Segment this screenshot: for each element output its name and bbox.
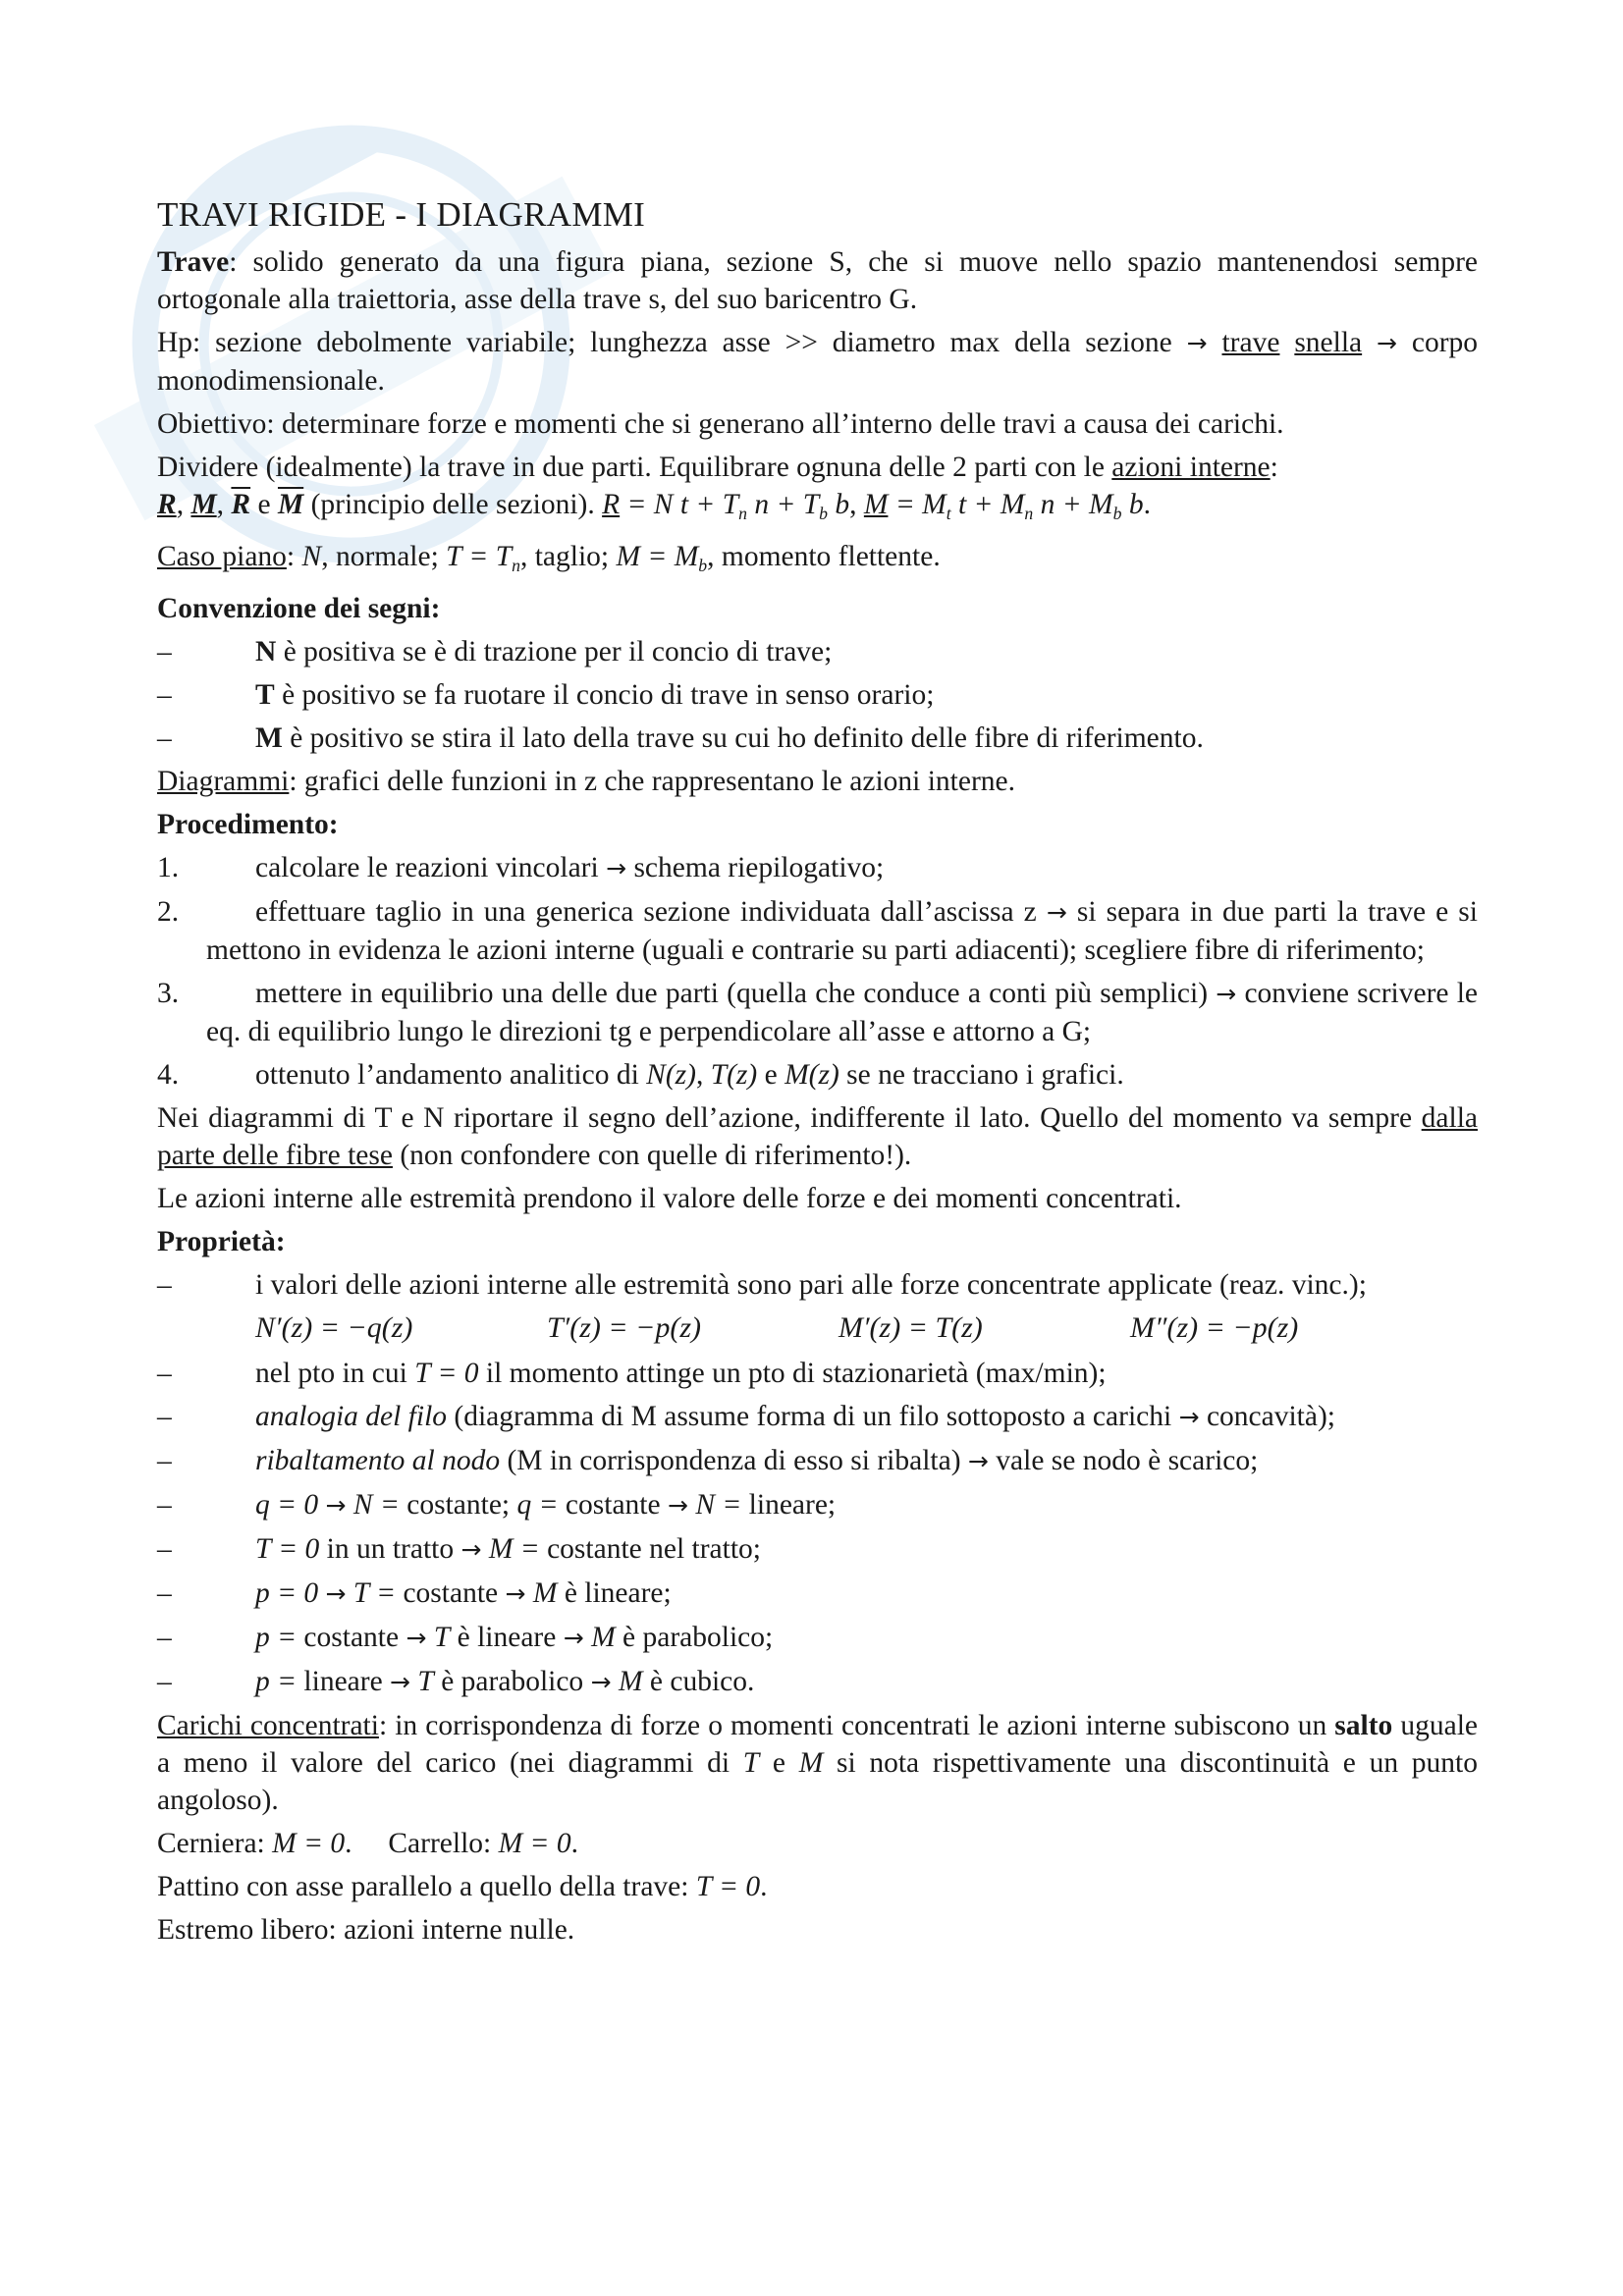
list-item: 3. mettere in equilibrio una delle due parti (quella che conduce a conti più semplici) → conviene scrivere le eq. di equilibrio lungo le direzioni tg e perpendicolare all’asse e attorno a G; (157, 978, 1478, 1048)
list-item: – p = 0 → T = costante → M è lineare; (157, 1577, 672, 1610)
arrow-icon: → (1186, 329, 1208, 357)
arrow-icon: → (505, 1579, 526, 1609)
arrow-icon: → (1046, 898, 1067, 928)
list-item: – analogia del filo (diagramma di M assume forma di un filo sottoposto a carichi → concavità); (157, 1401, 1335, 1433)
list-item: 1. calcolare le reazioni vincolari → schema riepilogativo; (157, 852, 885, 884)
hypothesis-paragraph: Hp: sezione debolmente variabile; lunghezza asse >> diametro max della sezione → trave snella → corpo monodimensionale. (157, 327, 1479, 397)
arrow-icon: → (590, 1668, 612, 1697)
page-title: TRAVI RIGIDE - I DIAGRAMMI (157, 195, 646, 234)
arrow-icon: → (460, 1535, 482, 1565)
list-item: – ribaltamento al nodo (M in corrispondenza di esso si ribalta) → vale se nodo è scarico; (157, 1445, 1259, 1477)
sign-note-paragraph: Nei diagrammi di T e N riportare il segno dell’azione, indifferente il lato. Quello del momento va sempre dalla parte delle fibre tese (non confondere con quelle di riferimento!). (157, 1102, 1478, 1172)
arrow-icon: → (325, 1491, 347, 1521)
arrow-icon: → (325, 1579, 347, 1609)
sign-convention-heading: Convenzione dei segni: (157, 593, 441, 625)
arrow-icon: → (1216, 980, 1237, 1009)
free-end-line: Estremo libero: azioni interne nulle. (157, 1914, 575, 1947)
arrow-icon: → (1377, 329, 1398, 357)
properties-heading: Proprietà: (157, 1226, 286, 1258)
extremes-paragraph: Le azioni interne alle estremità prendono il valore delle forze e dei momenti concentrati. (157, 1183, 1182, 1215)
arrow-icon: → (667, 1491, 688, 1521)
list-item: – q = 0 → N = costante; q = costante → N = lineare; (157, 1489, 837, 1522)
list-item: – p = lineare → T è parabolico → M è cubico. (157, 1666, 755, 1698)
derivative-formulas (157, 1309, 1478, 1347)
list-item: – M è positivo se stira il lato della trave su cui ho definito delle fibre di riferimento. (157, 722, 1204, 755)
hinge-line: Cerniera: M = 0. Carrello: M = 0. (157, 1828, 578, 1860)
list-item: – T è positivo se fa ruotare il concio di trave in senso orario; (157, 679, 935, 712)
diagrams-definition: Diagrammi: grafici delle funzioni in z che rappresentano le azioni interne. (157, 766, 1015, 798)
list-item: – N è positiva se è di trazione per il concio di trave; (157, 636, 833, 668)
arrow-icon: → (390, 1668, 411, 1697)
formula: N′(z) = −q(z) (255, 1311, 413, 1345)
document-page (157, 192, 1478, 1954)
arrow-icon: → (406, 1624, 427, 1653)
plane-case-paragraph: Caso piano: N, normale; $T = T_n$, taglio; $M = M_b$, momento flettente. (157, 541, 941, 576)
arrow-icon: → (606, 854, 627, 883)
procedure-heading: Procedimento: (157, 809, 339, 841)
formula: M″(z) = −p(z) (1130, 1311, 1299, 1345)
arrow-icon: → (967, 1447, 989, 1476)
objective-paragraph: Obiettivo: determinare forze e momenti che si generano all’interno delle travi a causa dei carichi. (157, 408, 1284, 440)
arrow-icon: → (1178, 1403, 1200, 1432)
arrow-icon: → (563, 1624, 584, 1653)
formula: T′(z) = −p(z) (547, 1311, 702, 1345)
list-item: 2. effettuare taglio in una generica sezione individuata dall’ascissa z → si separa in due parti la trave e si mettono in evidenza le azioni interne (uguali e contrarie su parti adiacenti); scegliere fibre di riferimento; (157, 896, 1478, 967)
definition-trave: Trave: solido generato da una figura piana, sezione S, che si muove nello spazio mantenendosi sempre ortogonale alla traiettoria, asse della trave s, del suo baricentro G. (157, 246, 1478, 315)
list-item: – p = costante → T è lineare → M è parabolico; (157, 1622, 774, 1654)
formula: M′(z) = T(z) (839, 1311, 983, 1345)
list-item: – T = 0 in un tratto → M = costante nel tratto; (157, 1533, 761, 1566)
list-item: – i valori delle azioni interne alle estremità sono pari alle forze concentrate applicate (reaz. vinc.); (157, 1269, 1367, 1302)
concentrated-loads-paragraph: Carichi concentrati: in corrispondenza di forze o momenti concentrati le azioni interne subiscono un salto uguale a meno il valore del carico (nei diagrammi di T e M si nota rispettivamente una discontinuità e un punto angoloso). (157, 1710, 1478, 1817)
slider-line: Pattino con asse parallelo a quello della trave: T = 0. (157, 1871, 768, 1903)
list-item: 4. ottenuto l’andamento analitico di N(z), T(z) e M(z) se ne tracciano i grafici. (157, 1059, 1124, 1092)
internal-actions-paragraph: Dividere (idealmente) la trave in due parti. Equilibrare ognuna delle 2 parti con le azioni interne: R, M, $\overline{R}$ e $\overline{M}$ (principio delle sezioni). R = N $t + T_n$ $n + T_b$ b, $M = M_t$ $t + M_n$ $n + M_b$ b. (157, 452, 1278, 524)
list-item: – nel pto in cui T = 0 il momento attinge un pto di stazionarietà (max/min); (157, 1358, 1107, 1390)
